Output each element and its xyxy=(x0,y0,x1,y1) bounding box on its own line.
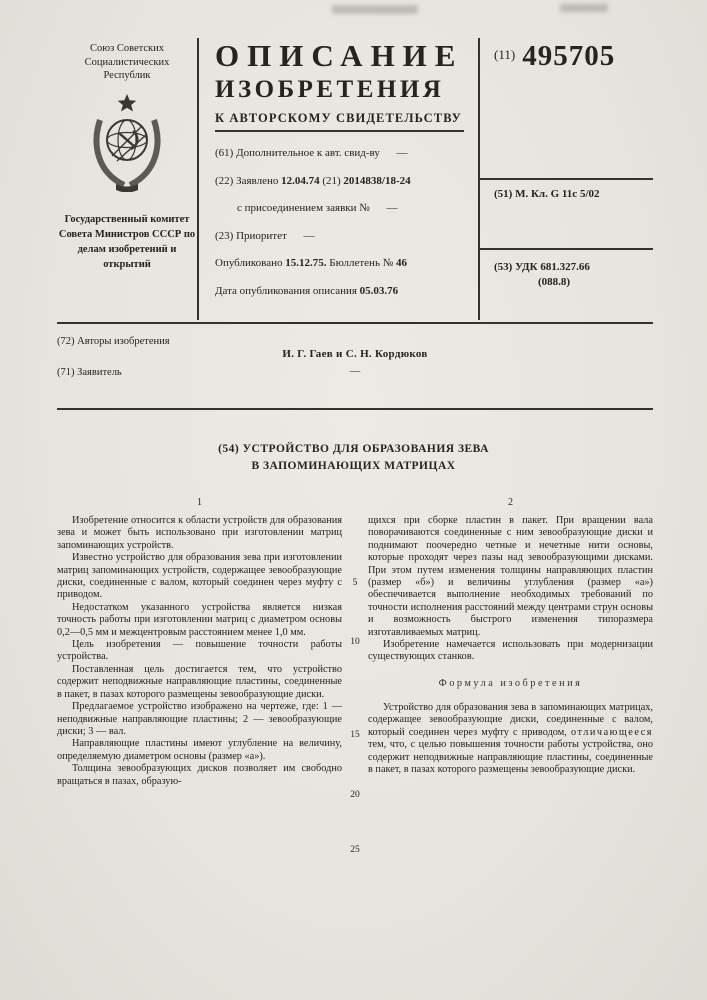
applicant-value: — xyxy=(349,366,361,377)
int-class-line: (51) М. Кл. G 11c 5/02 xyxy=(494,188,600,200)
authors-row xyxy=(57,324,653,360)
body-column-left xyxy=(57,515,342,788)
masthead-title-opisanie: ОПИСАНИЕ xyxy=(215,38,464,73)
dash: — xyxy=(396,147,408,159)
authors-code: (72) Авторы изобретения xyxy=(57,336,170,347)
publication-number-row xyxy=(494,40,615,73)
line-number: 25 xyxy=(350,845,360,855)
field-23-priority: (23) Приоритет — xyxy=(215,229,315,242)
field-publication-date: Дата опубликования описания 05.03.76 xyxy=(215,284,399,297)
paragraph: Толщина зевообразующих дисков позволяет им свободно вращаться в пазах, образую- xyxy=(57,763,342,787)
number-code: (11) xyxy=(494,47,516,62)
paragraph: щихся при сборке пластин в пакет. При вращении вала поворачиваются соединенные с ним зевообразующие диски и поднимают поочередно четные и нечетные нити основы, которые проходят через пазы над зевообразующими дисками. При этом путем изменения толщины направляющих пластин (размер «б») и величины углубления (размер «а») обеспечивается выполнение необходимых требований по точности исполнения расстояний между центрами струн основы и возможность быстрого изменения типоразмера изготавливаемых матриц. xyxy=(368,515,653,638)
ussr-coat-of-arms-icon xyxy=(87,92,167,192)
paragraph: Известно устройство для образования зева при изготовлении матриц запоминающих устройств, содержащее зевообразующие диски, соединенные с валом, который соединен через муфту с приводом. xyxy=(57,552,342,601)
publisher-column xyxy=(57,38,197,320)
description-body xyxy=(57,497,653,855)
line-number: 5 xyxy=(352,578,358,588)
dash: — xyxy=(303,229,315,242)
field-61: (61) Дополнительное к авт. свид-ву — xyxy=(215,147,408,159)
line-number-gutter xyxy=(342,515,368,855)
invention-title xyxy=(0,441,707,474)
field-22: (22) Заявлено 12.04.74 (21) 2014838/18-24 xyxy=(215,174,411,187)
masthead-subtitle: К АВТОРСКОМУ СВИДЕТЕЛЬСТВУ xyxy=(215,107,464,132)
classification-column xyxy=(480,38,653,320)
scan-artifact xyxy=(560,4,608,12)
committee-name: Государственный комитет Совета Министров СССР по делам изобретений и открытий xyxy=(58,213,196,270)
column-number-2: 2 xyxy=(508,497,513,508)
paragraph: Поставленная цель достигается тем, что устройство содержит неподвижные направляющие пластины, соединенные в пакет, в пазах которого размещены зевообразующие диски. xyxy=(57,663,342,700)
document-header xyxy=(57,38,653,320)
line-number: 15 xyxy=(350,730,360,740)
column-number-1: 1 xyxy=(197,497,202,508)
field-published: Опубликовано 15.12.75. Бюллетень № 46 xyxy=(215,257,407,269)
applicant-code: (71) Заявитель xyxy=(57,367,122,378)
line-number: 10 xyxy=(350,637,360,647)
paragraph: Цель изобретения — повышение точности работы устройства. xyxy=(57,639,342,663)
udc-block: (53) УДК 681.327.66 (088.8) xyxy=(494,261,590,288)
invention-title-line2: В ЗАПОМИНАЮЩИХ МАТРИЦАХ xyxy=(251,459,456,472)
paragraph: Предлагаемое устройство изображено на чертеже, где: 1 — неподвижные направляющие пластины; 2 — зевообразующие диски; 3 — вал. xyxy=(57,701,342,737)
masthead-title-izobreteniya: ИЗОБРЕТЕНИЯ xyxy=(215,76,445,103)
divider xyxy=(480,178,653,180)
divider xyxy=(480,248,653,250)
field-joined-application: с присоединением заявки № — xyxy=(237,202,398,214)
authors-names: И. Г. Гаев и С. Н. Кордюков xyxy=(282,348,428,360)
union-name: Союз Советских Социалистических Республик xyxy=(84,43,170,81)
claims-paragraph: Устройство для образования зева в запоминающих матрицах, содержащее зевообразующие диски, соединенные с валом, который соединен через муфту с приводом, отличающееся тем, что, с целью повышения точности работы устройства, оно содержит неподвижные направляющие пластины, соединенные в пакет, в пазах которого размещены зевообразующие диски. xyxy=(368,701,653,775)
column-numbers xyxy=(57,497,653,508)
parties-section xyxy=(57,322,653,410)
scan-artifact xyxy=(332,5,418,14)
masthead-column xyxy=(197,38,480,320)
publication-number: 495705 xyxy=(522,40,616,72)
body-column-right xyxy=(368,515,653,788)
invention-title-line1: (54) УСТРОЙСТВО ДЛЯ ОБРАЗОВАНИЯ ЗЕВА xyxy=(218,443,489,455)
applicant-row xyxy=(57,366,653,380)
claims-heading: Формула изобретения xyxy=(438,677,583,689)
line-number: 20 xyxy=(350,790,360,800)
dash: — xyxy=(386,202,398,214)
paragraph: Направляющие пластины имеют углубление на величину, определяемую диаметром основы (размер «а»). xyxy=(57,738,342,762)
paragraph: Изобретение намечается использовать при модернизации существующих станков. xyxy=(368,639,653,663)
bibliographic-fields xyxy=(215,147,470,297)
paragraph: Изобретение относится к области устройств для образования зева и может быть использовано при изготовлении матриц запоминающих устройств. xyxy=(57,515,342,551)
paragraph: Недостатком указанного устройства является низкая точность работы при изготовлении матриц с диаметром основы 0,2—0,5 мм и межцентровым расстоянием менее 1,0 мм. xyxy=(57,601,342,638)
